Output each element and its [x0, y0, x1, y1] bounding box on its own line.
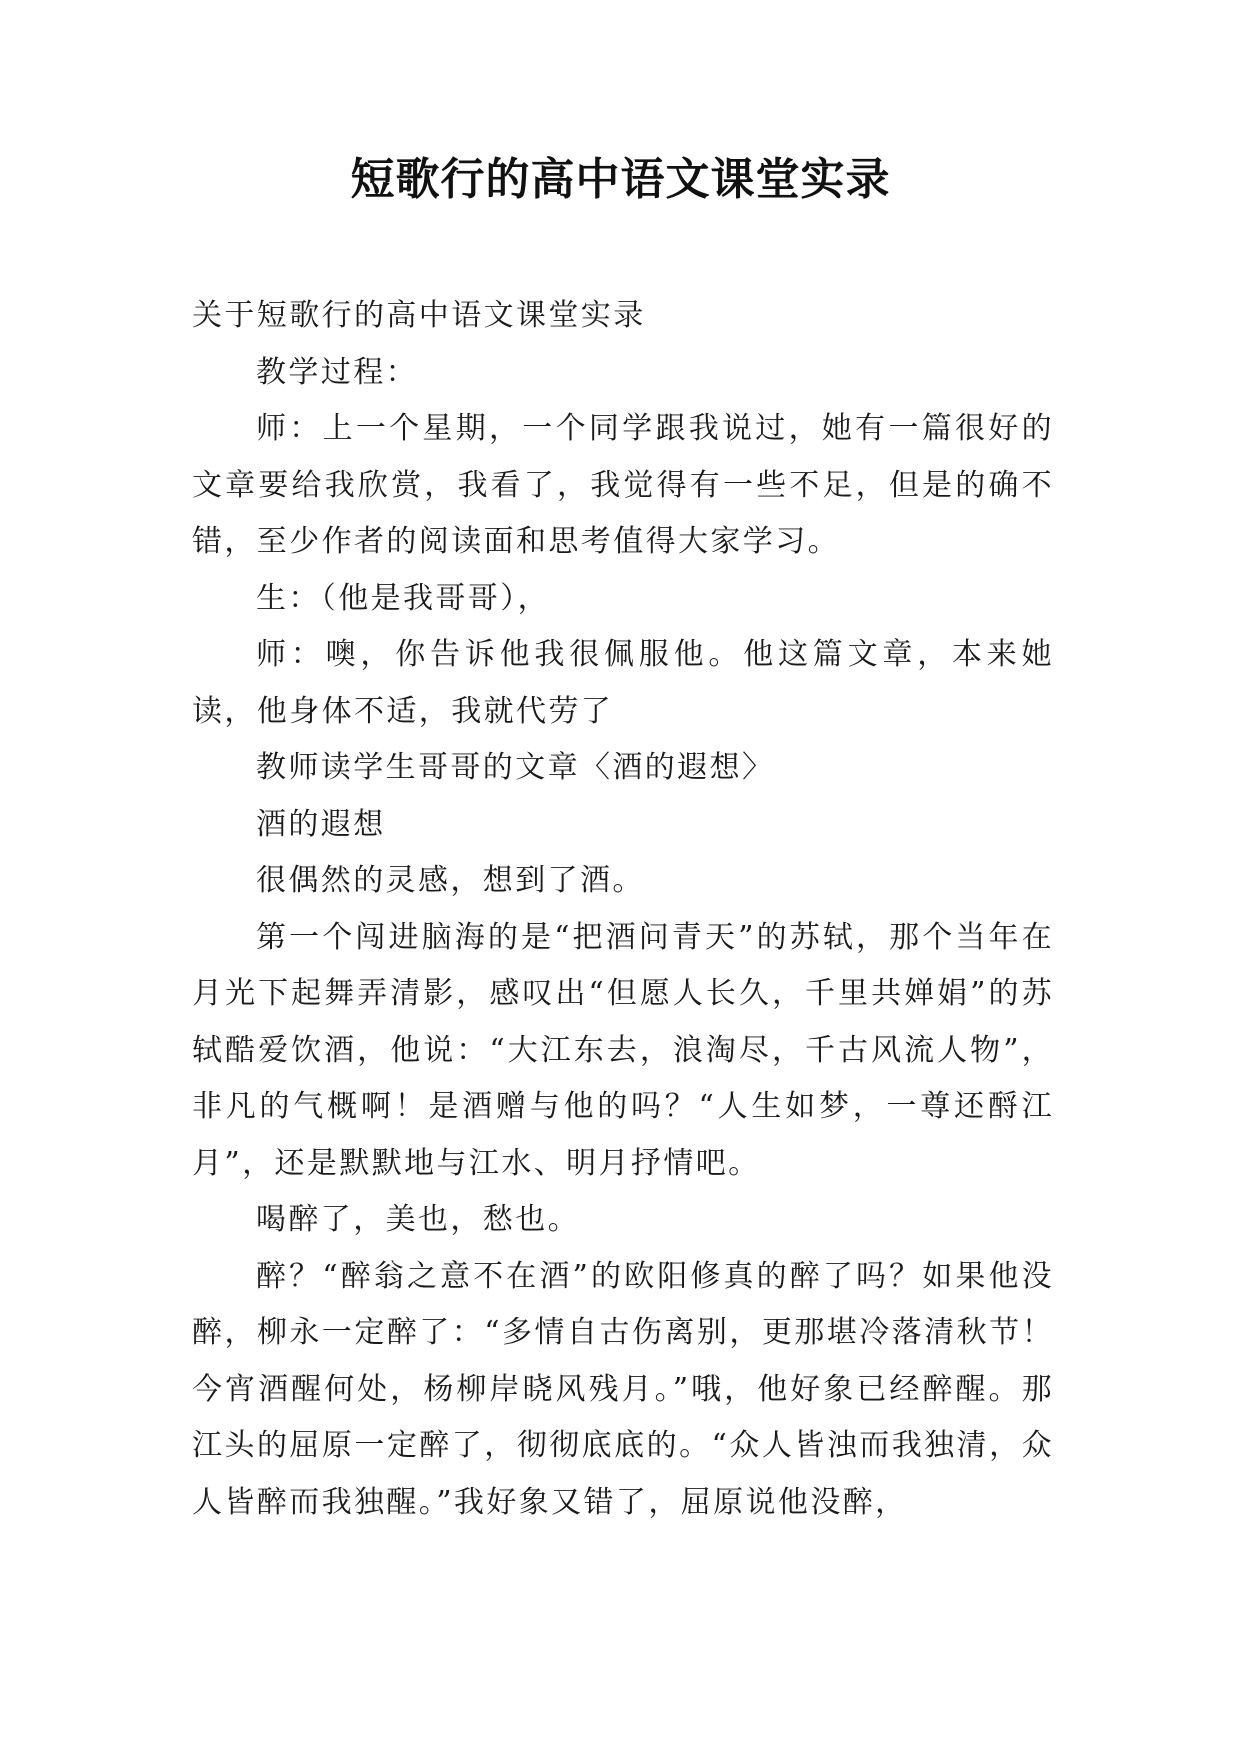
paragraph: 教学过程：	[256, 354, 418, 390]
paragraph-heading: 关于短歌行的高中语文课堂实录	[192, 298, 646, 333]
paragraph: 生：（他是我哥哥），	[256, 580, 550, 616]
document-body	[192, 288, 1054, 1531]
document-title: 短歌行的高中语文课堂实录	[350, 154, 891, 205]
paragraph: 师：噢，你告诉他我很佩服他。他这篇文章，本来她读，他身体不适，我就代劳了	[192, 637, 1054, 729]
paragraph: 很偶然的灵感，想到了酒。	[256, 863, 645, 898]
paragraph: 酒的遐想	[256, 806, 386, 842]
paragraph: 醉？“醉翁之意不在酒”的欧阳修真的醉了吗？如果他没醉，柳永一定醉了：“多情自古伤离别，更那堪冷落清秋节！今宵酒醒何处，杨柳岸晓风残月。”哦，他好象已经醉醒。那江头的屈原一定醉了，彻彻底底的。“众人皆浊而我独清，众人皆醉而我独醒。”我好象又错了，屈原说他没醉，	[192, 1258, 1054, 1520]
paragraph: 教师读学生哥哥的文章〈酒的遐想〉	[256, 750, 775, 785]
paragraph: 喝醉了，美也，愁也。	[256, 1202, 580, 1237]
paragraph: 第一个闯进脑海的是“把酒问青天”的苏轼，那个当年在月光下起舞弄清影，感叹出“但愿人长久，千里共婵娟”的苏轼酷爱饮酒，他说：“大江东去，浪淘尽，千古风流人物”，非凡的气概啊！是酒赠与他的吗？“人生如梦，一尊还酹江月”，还是默默地与江水、明月抒情吧。	[192, 919, 1054, 1181]
paragraph: 师：上一个星期，一个同学跟我说过，她有一篇很好的文章要给我欣赏，我看了，我觉得有一些不足，但是的确不错，至少作者的阅读面和思考值得大家学习。	[192, 411, 1054, 559]
